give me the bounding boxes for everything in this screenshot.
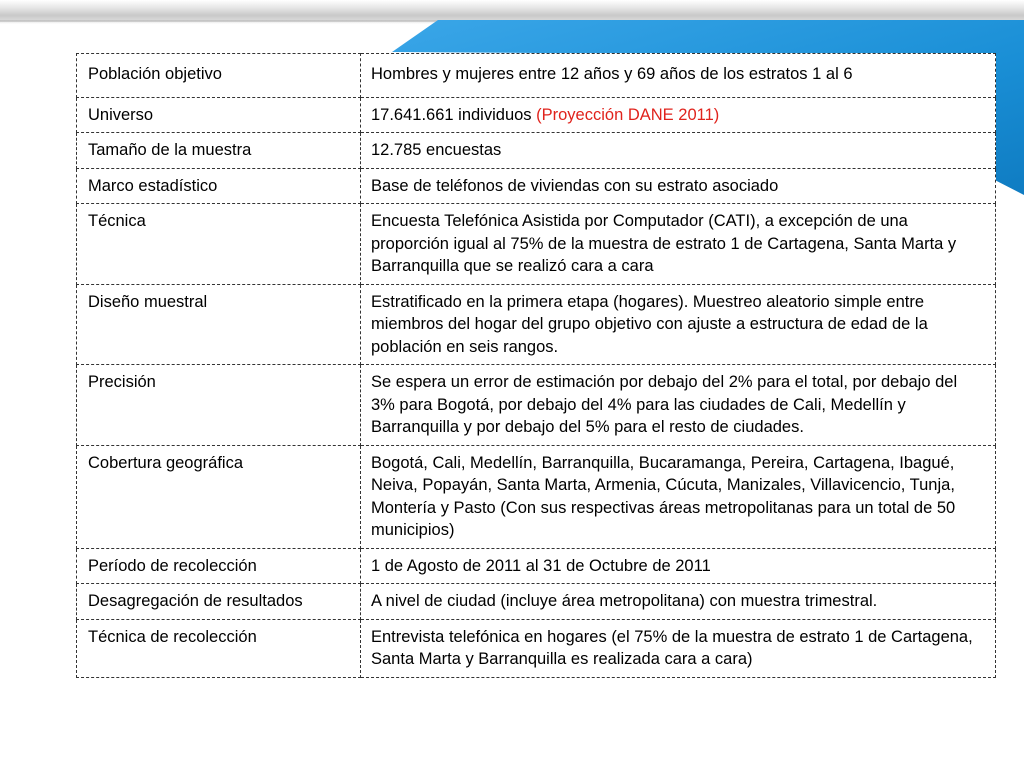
row-value: Bogotá, Cali, Medellín, Barranquilla, Bucaramanga, Pereira, Cartagena, Ibagué, Neiva, Popayán, Santa Marta, Armenia, Cúcuta, Manizales, Villavicencio, Tunja, Montería y Pasto (Con sus respectivas áreas metropolitanas para un total de 50 municipios): [361, 445, 996, 548]
table-row: [77, 204, 996, 285]
row-label: Población objetivo: [77, 54, 361, 98]
row-label: Período de recolección: [77, 548, 361, 584]
row-value: Encuesta Telefónica Asistida por Computador (CATI), a excepción de una proporción igual al 75% de la muestra de estrato 1 de Cartagena, Santa Marta y Barranquilla que se realizó cara a cara: [361, 204, 996, 285]
table-row: [77, 548, 996, 584]
row-label: Marco estadístico: [77, 168, 361, 204]
row-label: Universo: [77, 97, 361, 133]
row-value: Entrevista telefónica en hogares (el 75% de la muestra de estrato 1 de Cartagena, Santa Marta y Barranquilla es realizada cara a cara): [361, 619, 996, 677]
row-label: Cobertura geográfica: [77, 445, 361, 548]
row-label: Técnica: [77, 204, 361, 285]
table-row: [77, 168, 996, 204]
row-label: Técnica de recolección: [77, 619, 361, 677]
survey-specs-table-container: [76, 53, 996, 678]
row-label: Tamaño de la muestra: [77, 133, 361, 169]
row-value: 17.641.661 individuos: [371, 105, 537, 124]
row-value-cell: [361, 97, 996, 133]
table-row: [77, 445, 996, 548]
row-value: 12.785 encuestas: [361, 133, 996, 169]
table-row: [77, 619, 996, 677]
table-row: [77, 284, 996, 365]
row-label: Desagregación de resultados: [77, 584, 361, 620]
row-label: Precisión: [77, 365, 361, 446]
row-value: Se espera un error de estimación por debajo del 2% para el total, por debajo del 3% para Bogotá, por debajo del 4% para las ciudades de Cali, Medellín y Barranquilla y por debajo del 5% para el resto de ciudades.: [361, 365, 996, 446]
table-row: [77, 97, 996, 133]
table-row: [77, 365, 996, 446]
table-row: [77, 54, 996, 98]
row-label: Diseño muestral: [77, 284, 361, 365]
row-value-note: (Proyección DANE 2011): [536, 105, 720, 124]
survey-specs-table: [76, 53, 996, 678]
table-row: [77, 133, 996, 169]
table-row: [77, 584, 996, 620]
row-value: Hombres y mujeres entre 12 años y 69 años de los estratos 1 al 6: [361, 54, 996, 98]
row-value: A nivel de ciudad (incluye área metropolitana) con muestra trimestral.: [361, 584, 996, 620]
row-value: Base de teléfonos de viviendas con su estrato asociado: [361, 168, 996, 204]
row-value: Estratificado en la primera etapa (hogares). Muestreo aleatorio simple entre miembros del hogar del grupo objetivo con ajuste a estructura de edad de la población en seis rangos.: [361, 284, 996, 365]
row-value: 1 de Agosto de 2011 al 31 de Octubre de 2011: [361, 548, 996, 584]
